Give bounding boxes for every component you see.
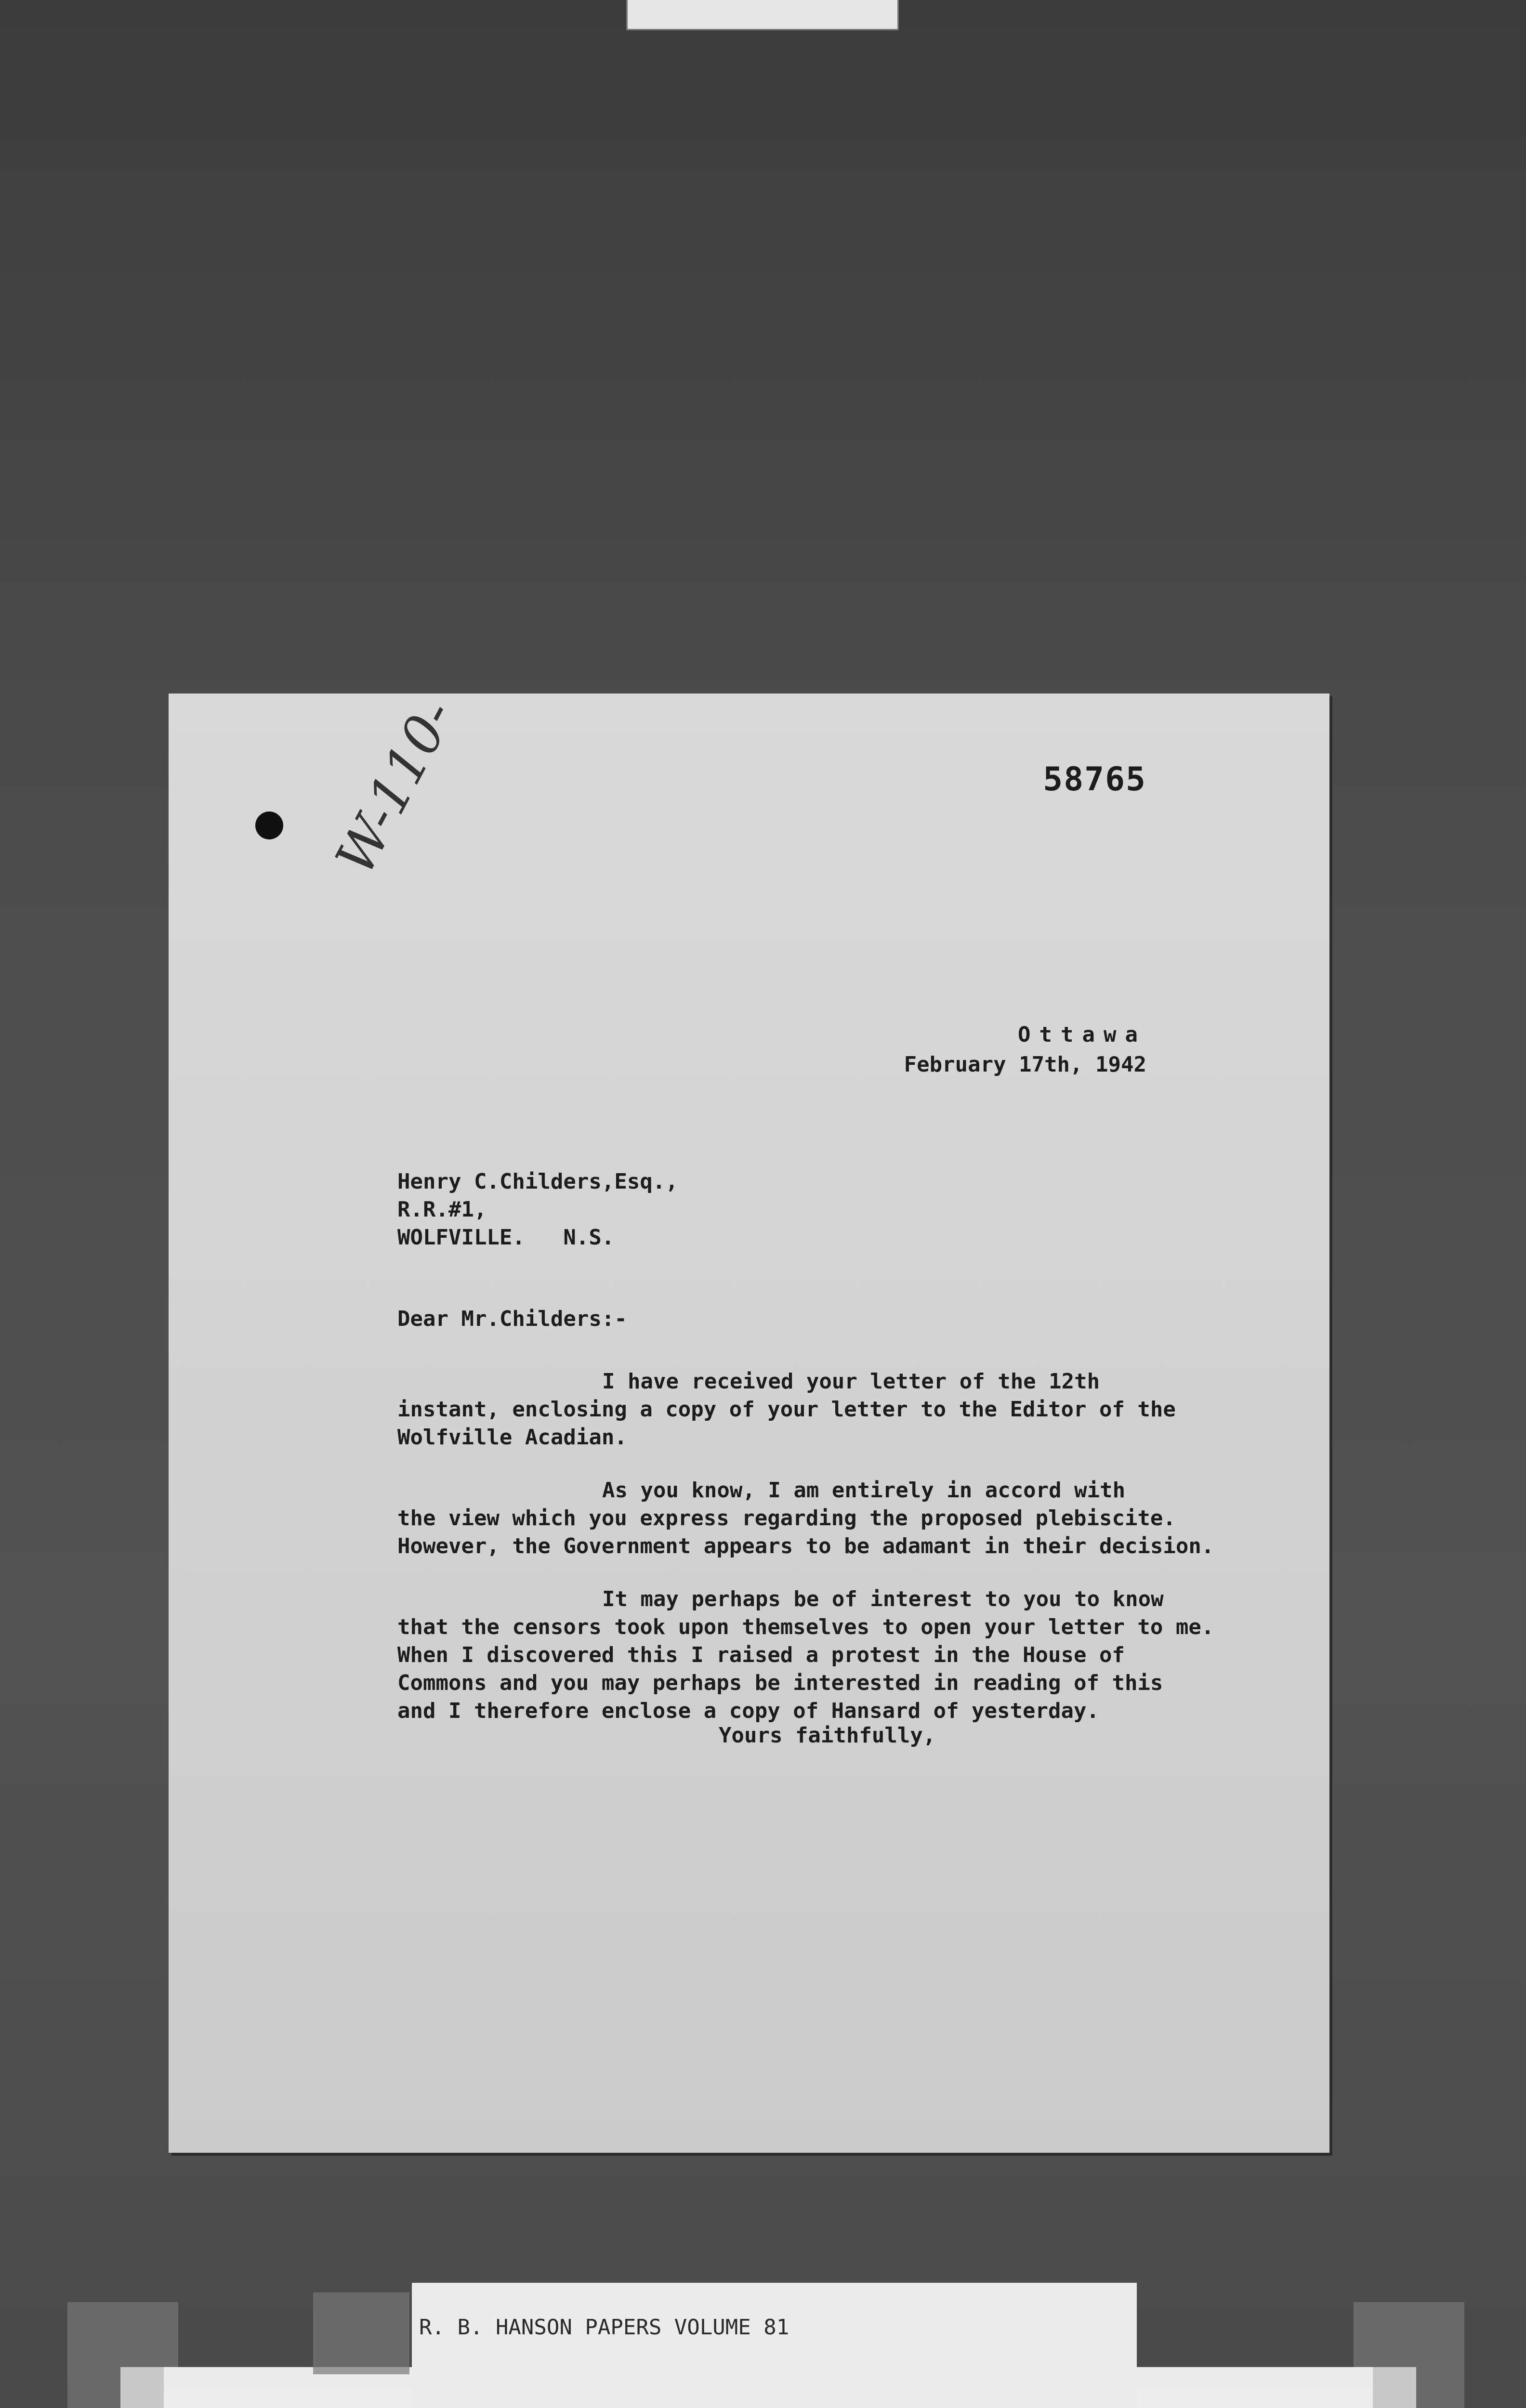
addressee-line: WOLFVILLE. N.S.	[397, 1225, 615, 1250]
addressee-block	[397, 1168, 678, 1252]
letter-page	[169, 689, 1329, 2153]
paragraph-line: However, the Government appears to be adamant in their decision.	[397, 1534, 1214, 1558]
addressee-line: R.R.#1,	[397, 1197, 487, 1222]
top-label-tab	[626, 0, 899, 30]
closing: Yours faithfully,	[719, 1723, 936, 1748]
punch-hole	[255, 811, 283, 839]
paragraph-line: and I therefore enclose a copy of Hansard of yesterday.	[397, 1699, 1099, 1723]
paragraph-line: Wolfville Acadian.	[397, 1425, 627, 1450]
volume-label-text: R. B. HANSON PAPERS VOLUME 81	[419, 2315, 789, 2340]
letter-place: Ottawa	[1018, 1022, 1146, 1047]
letter-body	[397, 1368, 1245, 1750]
salutation: Dear Mr.Childers:-	[397, 1307, 627, 1331]
letter-date: February 17th, 1942	[904, 1052, 1146, 1077]
paragraph-line: that the censors took upon themselves to open your letter to me.	[397, 1615, 1214, 1639]
paragraph	[397, 1585, 1245, 1725]
paragraph	[397, 1368, 1245, 1452]
paragraph-line: Commons and you may perhaps be interested in reading of this	[397, 1671, 1163, 1695]
handwritten-note: W-110-	[324, 689, 466, 884]
paragraph-line: instant, enclosing a copy of your letter to the Editor of the	[397, 1397, 1176, 1422]
volume-label	[412, 2283, 1137, 2408]
tape-strip	[313, 2292, 409, 2374]
addressee-line: Henry C.Childers,Esq.,	[397, 1169, 678, 1194]
paragraph-line: the view which you express regarding the proposed plebiscite.	[397, 1506, 1176, 1531]
paragraph-line: It may perhaps be of interest to you to know	[602, 1587, 1164, 1611]
paragraph-line: As you know, I am entirely in accord with	[602, 1478, 1126, 1503]
paragraph-line: I have received your letter of the 12th	[602, 1369, 1100, 1394]
paragraph	[397, 1477, 1245, 1560]
paragraph-line: When I discovered this I raised a protest in the House of	[397, 1643, 1125, 1667]
document-number: 58765	[1043, 760, 1146, 798]
